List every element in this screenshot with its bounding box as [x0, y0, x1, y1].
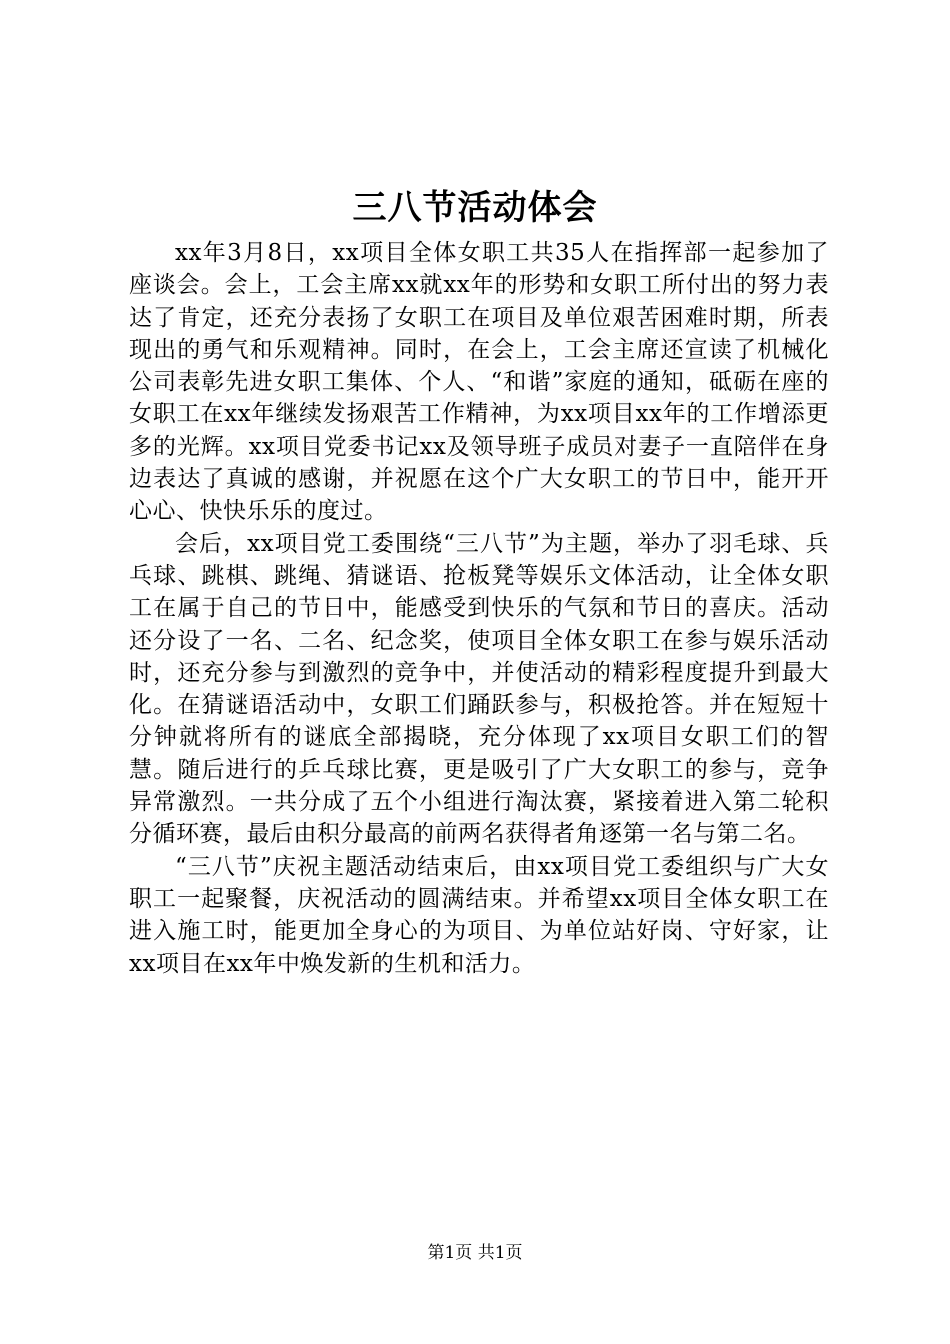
document-title: 三八节活动体会 — [352, 188, 598, 228]
paragraph-1: xx年3月8日，xx项目全体女职工共35人在指挥部一起参加了座谈会。会上，工会主席xx就xx年的形势和女职工所付出的努力表达了肯定，还充分表扬了女职工在项目及单位艰苦困难时期，所表现出的勇气和乐观精神。同时，在会上，工会主席还宣读了机械化公司表彰先进女职工集体、个人、“和谐”家庭的通知，砥砺在座的女职工在xx年继续发扬艰苦工作精神，为xx项目xx年的工作增添更多的光辉。xx项目党委书记xx及领导班子成员对妻子一直陪伴在身边表达了真诚的感谢，并祝愿在这个广大女职工的节日中，能开开心心、快快乐乐的度过。 — [129, 240, 829, 525]
document-body — [129, 237, 829, 980]
paragraph-3: “三八节”庆祝主题活动结束后，由xx项目党工委组织与广大女职工一起聚餐，庆祝活动的圆满结束。并希望xx项目全体女职工在进入施工时，能更加全身心的为项目、为单位站好岗、守好家，让xx项目在xx年中焕发新的生机和活力。 — [129, 853, 829, 977]
paragraph-2: 会后，xx项目党工委围绕“三八节”为主题，举办了羽毛球、兵乓球、跳棋、跳绳、猜谜语、抢板凳等娱乐文体活动，让全体女职工在属于自己的节日中，能感受到快乐的气氛和节日的喜庆。活动还分设了一名、二名、纪念奖，使项目全体女职工在参与娱乐活动时，还充分参与到激烈的竞争中，并使活动的精彩程度提升到最大化。在猜谜语活动中，女职工们踊跃参与，积极抢答。并在短短十分钟就将所有的谜底全部揭晓，充分体现了xx项目女职工们的智慧。随后进行的乒乓球比赛，更是吸引了广大女职工的参与，竞争异常激烈。一共分成了五个小组进行淘汰赛，紧接着进入第二轮积分循环赛，最后由积分最高的前两名获得者角逐第一名与第二名。 — [129, 530, 829, 848]
page-footer: 第1页 共1页 — [427, 1243, 523, 1263]
